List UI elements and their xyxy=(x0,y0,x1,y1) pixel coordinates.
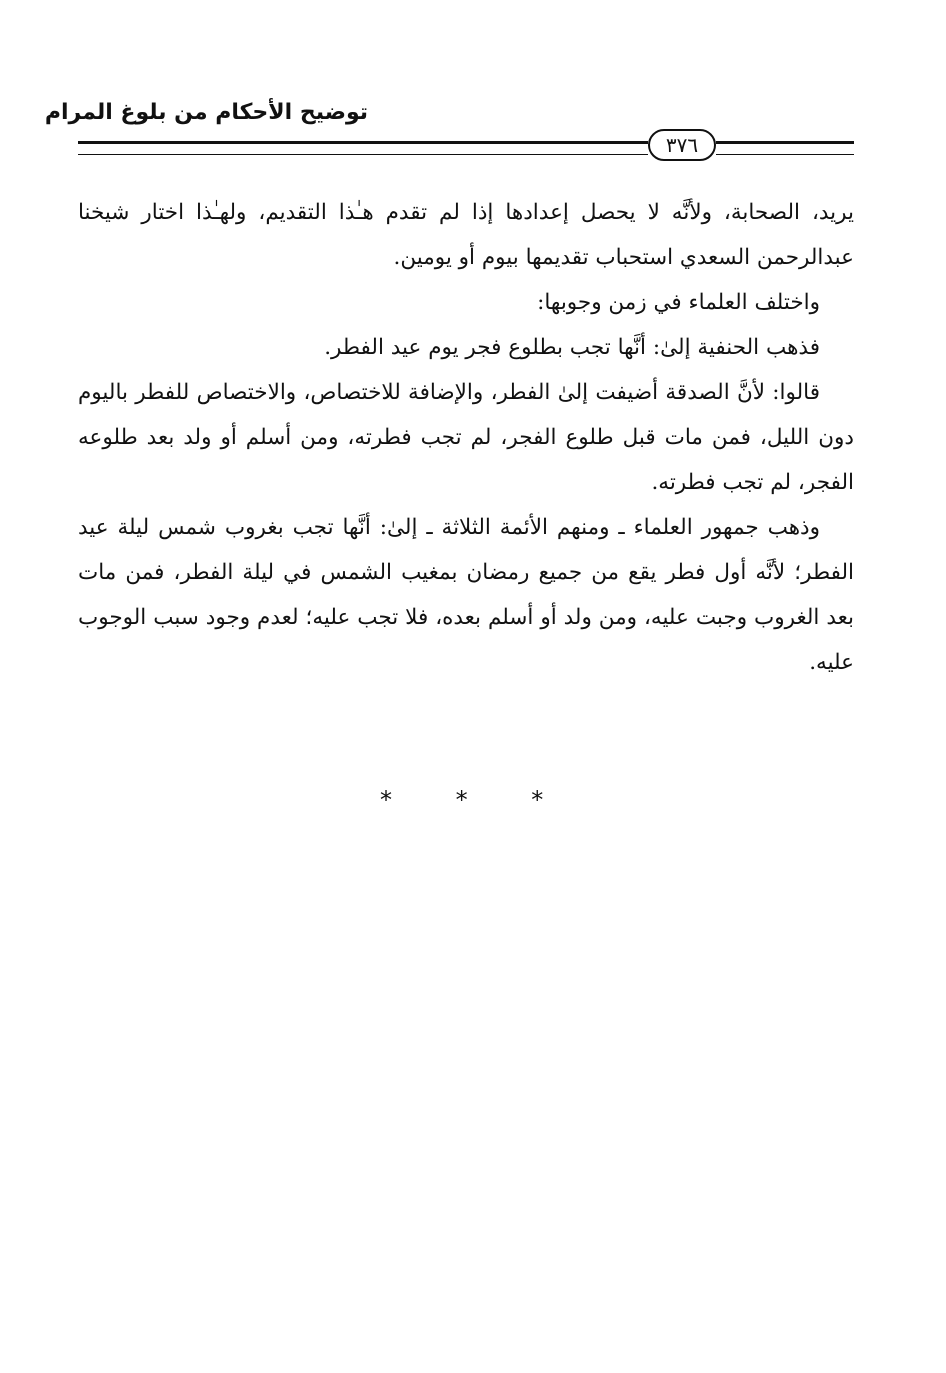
header-rule-right xyxy=(716,141,854,155)
section-divider-stars: * * * xyxy=(380,786,572,814)
paragraph-2: واختلف العلماء في زمن وجوبها: xyxy=(537,290,820,315)
page-number: ٣٧٦ xyxy=(648,129,716,161)
paragraph-5: وذهب جمهور العلماء ـ ومنهم الأئمة الثلاثة ـ إلىٰ: أنَّها تجب بغروب شمس ليلة عيد الفطر؛ لأنَّه أول فطر يقع من جميع رمضان بمغيب الشمس في ليلة الفطر، فمن مات بعد الغروب وجبت عليه، ومن ولد أو أسلم بعده، فلا تجب عليه؛ لعدم وجود سبب الوجوب عليه. xyxy=(78,515,854,675)
paragraph-3: فذهب الحنفية إلىٰ: أنَّها تجب بطلوع فجر يوم عيد الفطر. xyxy=(324,335,820,360)
paragraph-4: قالوا: لأنَّ الصدقة أضيفت إلىٰ الفطر، والإضافة للاختصاص، والاختصاص للفطر باليوم دون الليل، فمن مات قبل طلوع الفجر، لم تجب فطرته، ومن أسلم أو ولد بعد طلوعه الفجر، لم تجب فطرته. xyxy=(78,380,854,495)
body-text xyxy=(78,190,854,685)
running-header-title: توضيح الأحكام من بلوغ المرام xyxy=(44,100,368,125)
paragraph-1: يريد، الصحابة، ولأنَّه لا يحصل إعدادها إذا لم تقدم هـٰذا التقديم، ولهـٰذا اختار شيخنا عبدالرحمن السعدي استحباب تقديمها بيوم أو يومين. xyxy=(78,200,854,270)
header-rule-left xyxy=(78,141,648,155)
